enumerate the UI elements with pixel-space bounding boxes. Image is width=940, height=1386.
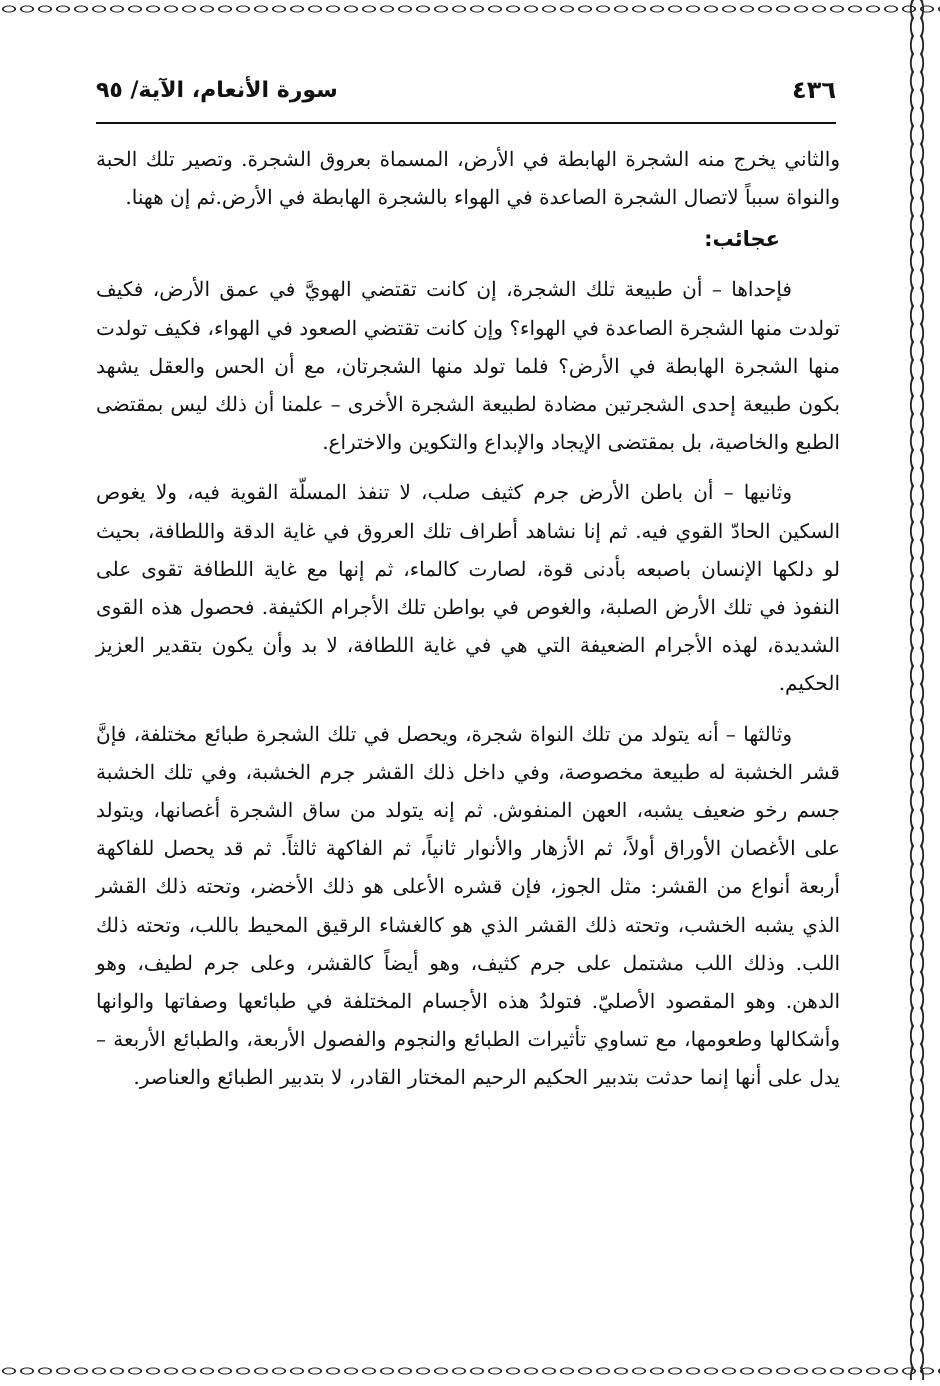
section-heading: عجائب: — [704, 227, 780, 252]
chain-border-right — [908, 0, 926, 1380]
paragraph-third-wonder: وثالثها – أنه يتولد من تلك النواة شجرة، ويحصل في تلك الشجرة طبائع مختلفة، فإنَّ قشر الخشبة له طبيعة مخصوصة، وفي داخل ذلك القشر جرم الخشبة، وفي تلك الخشبة جسم رخو ضعيف يشبه، العهن المنفوش. ثم إنه يتولد من ساق الشجرة أغصانها، ويتولد على الأغصان الأوراق أولاً، ثم الأزهار والأنوار ثانياً، ثم الفاكهة ثالثاً. ثم قد يحصل للفاكهة أربعة أنواع من القشر: مثل الجوز، فإن قشره الأعلى هو ذلك الأخضر، وتحته ذلك القشر الذي يشبه الخشب، وتحته ذلك القشر الذي هو كالغشاء الرقيق المحيط باللب، وتحته ذلك اللب. وذلك اللب مشتمل على جرم كثيف، وهو أيضاً كالقشر، وعلى جرم لطيف، وهو الدهن. وهو المقصود الأصليّ. فتولدُ هذه الأجسام المختلفة في طبائعها وصفاتها والوانها وأشكالها وطعومها، مع تساوي تأثيرات الطبائع والنجوم والفصول الأربعة، والطبائع الأربعة – يدل على أنها إنما حدثت بتدبير الحكيم الرحيم المختار القادر، لا بتدبير الطبائع والعناصر. — [96, 721, 840, 1090]
page-header — [96, 70, 836, 124]
intro-paragraph: والثاني يخرج منه الشجرة الهابطة في الأرض، المسماة بعروق الشجرة. وتصير تلك الحبة والنواة سبباً لاتصال الشجرة الصاعدة في الهواء بالشجرة الهابطة في الأرض.ثم إن ههنا. — [96, 147, 840, 210]
paragraph-second-wonder: وثانيها – أن باطن الأرض جرم كثيف صلب، لا تنفذ المسلّة القوية فيه، ولا يغوص السكين الحادّ القوي فيه. ثم إنا نشاهد أطراف تلك العروق في غاية الدقة واللطافة، بحيث لو دلكها الإنسان باصبعه بأدنى قوة، لصارت كالماء، ثم إنها مع غاية اللطافة تقوى على النفوذ في تلك الأرض الصلبة، والغوص في بواطن تلك الأجرام الكثيفة. فحصول هذه القوى الشديدة، لهذه الأجرام الضعيفة التي هي في غاية اللطافة، لا بد وأن يكون بتقدير العزيز الحكيم. — [96, 480, 840, 696]
chain-border-bottom — [0, 1362, 940, 1380]
chain-border-top — [0, 0, 940, 18]
running-title: سورة الأنعام، الآية/ ٩٥ — [96, 78, 338, 103]
page-number: ٤٣٦ — [792, 76, 836, 104]
page-body — [96, 140, 840, 1340]
paragraph-first-wonder: فإحداها – أن طبيعة تلك الشجرة، إن كانت تقتضي الهويَّ في عمق الأرض، فكيف تولدت منها الشجرة الصاعدة في الهواء؟ وإن كانت تقتضي الصعود في الهواء، فكيف تولدت منها الشجرة الهابطة في الأرض؟ فلما تولد منها الشجرتان، مع أن الحس والعقل يشهد بكون طبيعة إحدى الشجرتين مضادة لطبيعة الشجرة الأخرى – علمنا أن ذلك ليس بمقتضى الطبع والخاصية، بل بمقتضى الإيجاد والإبداع والتكوين والاختراع. — [96, 277, 840, 455]
